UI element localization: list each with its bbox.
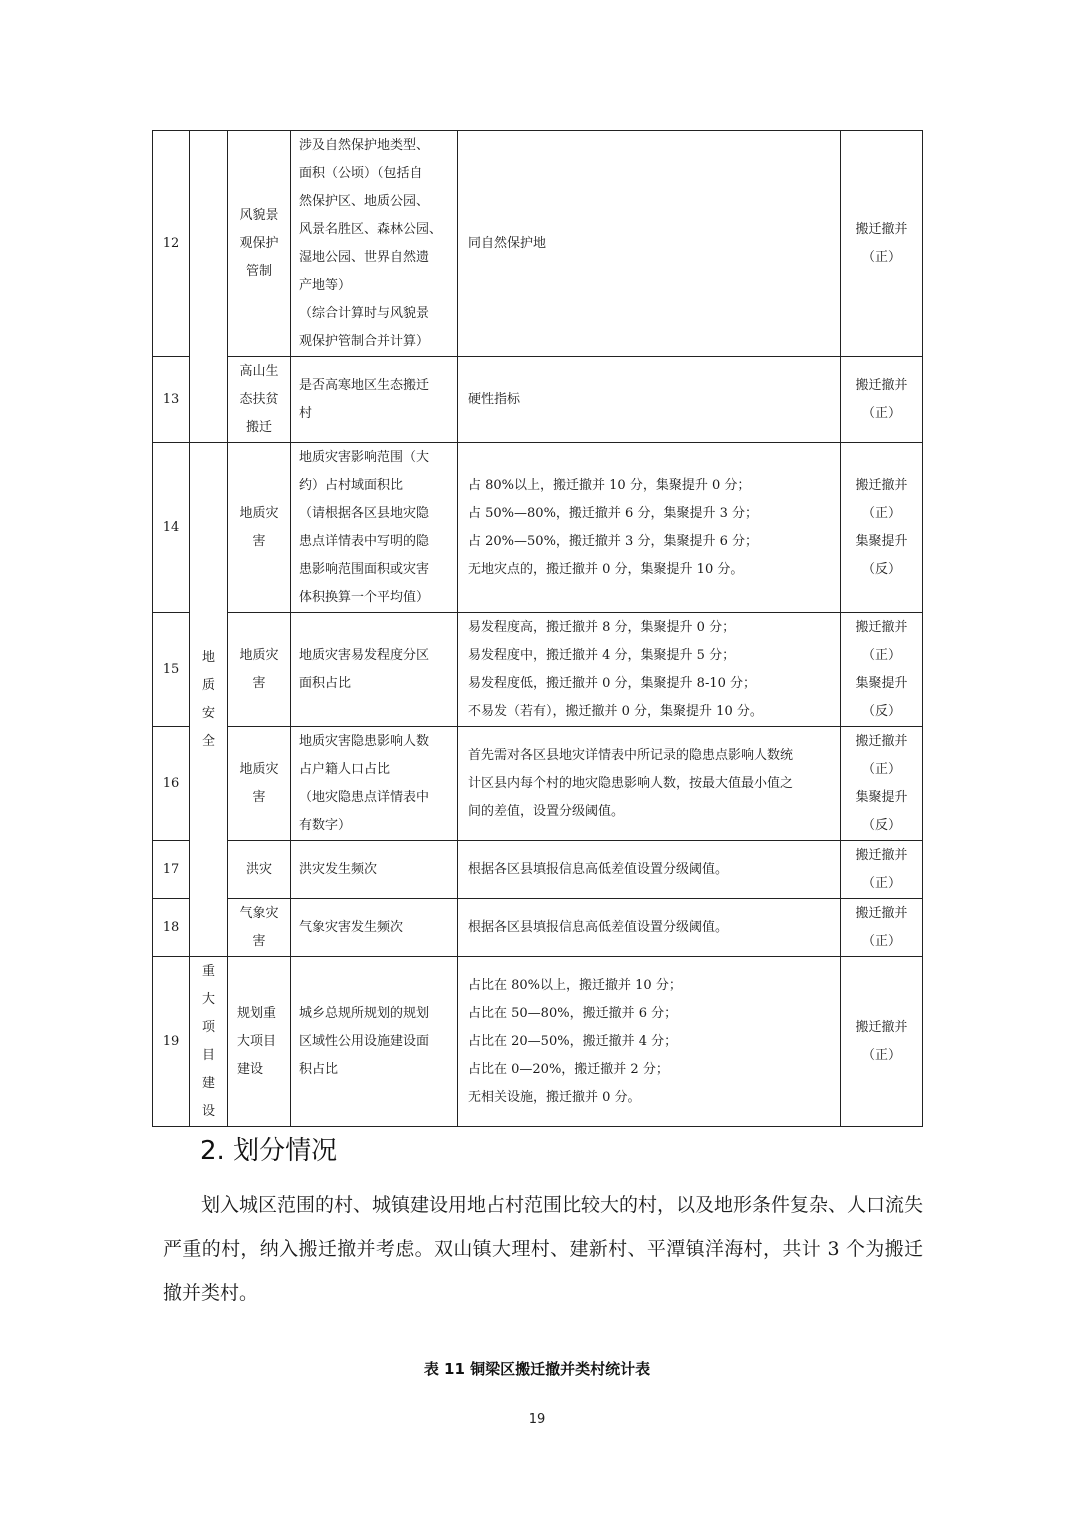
row-number: 19	[153, 957, 190, 1127]
table-row	[153, 899, 923, 957]
description-cell: 气象灾害发生频次	[291, 899, 458, 957]
indicator-cell: 气象灾 害	[228, 899, 291, 957]
indicator-cell: 洪灾	[228, 841, 291, 899]
type-cell: 搬迁撤并 （正）	[841, 957, 923, 1127]
row-number: 12	[153, 131, 190, 357]
rule-cell: 硬性指标	[458, 357, 841, 443]
indicator-cell: 高山生 态扶贫 搬迁	[228, 357, 291, 443]
table-row	[153, 357, 923, 443]
description-cell: 涉及自然保护地类型、 面积（公顷）（包括自 然保护区、地质公园、 风景名胜区、森林公园、 湿地公园、世界自然遗 产地等） （综合计算时与风貌景 观保护管制合并计算）	[291, 131, 458, 357]
table-row	[153, 131, 923, 357]
description-cell: 城乡总规所规划的规划 区域性公用设施建设面 积占比	[291, 957, 458, 1127]
indicator-table	[152, 130, 923, 1127]
indicator-cell: 地质灾 害	[228, 443, 291, 613]
rule-cell: 占比在 80%以上，搬迁撤并 10 分； 占比在 50—80%，搬迁撤并 6 分； 占比在 20—50%，搬迁撤并 4 分； 占比在 0—20%，搬迁撤并 2 分； 无相关设施，搬迁撤并 0 分。	[458, 957, 841, 1127]
type-cell: 搬迁撤并 （正） 集聚提升 （反）	[841, 613, 923, 727]
table-row	[153, 613, 923, 727]
type-cell: 搬迁撤并 （正） 集聚提升 （反）	[841, 443, 923, 613]
row-number: 15	[153, 613, 190, 727]
table-row	[153, 443, 923, 613]
table-row	[153, 727, 923, 841]
indicator-cell: 地质灾 害	[228, 613, 291, 727]
description-cell: 地质灾害隐患影响人数 占户籍人口占比 （地灾隐患点详情表中 有数字）	[291, 727, 458, 841]
category-cell-empty	[190, 131, 228, 443]
rule-cell: 易发程度高，搬迁撤并 8 分，集聚提升 0 分； 易发程度中，搬迁撤并 4 分，集聚提升 5 分； 易发程度低，搬迁撤并 0 分，集聚提升 8-10 分； 不易发（若有），搬迁撤并 0 分，集聚提升 10 分。	[458, 613, 841, 727]
type-cell: 搬迁撤并 （正）	[841, 841, 923, 899]
category-geo-safety: 地 质 安 全	[190, 443, 228, 957]
type-cell: 搬迁撤并 （正）	[841, 357, 923, 443]
rule-cell: 根据各区县填报信息高低差值设置分级阈值。	[458, 841, 841, 899]
category-major-project: 重 大 项 目 建 设	[190, 957, 228, 1127]
description-cell: 洪灾发生频次	[291, 841, 458, 899]
table-row	[153, 841, 923, 899]
type-cell: 搬迁撤并 （正）	[841, 899, 923, 957]
indicator-cell: 规划重 大项目 建设	[228, 957, 291, 1127]
row-number: 17	[153, 841, 190, 899]
rule-cell: 占 80%以上，搬迁撤并 10 分，集聚提升 0 分； 占 50%—80%，搬迁撤并 6 分，集聚提升 3 分； 占 20%—50%，搬迁撤并 3 分，集聚提升 6 分； 无地灾点的，搬迁撤并 0 分，集聚提升 10 分。	[458, 443, 841, 613]
type-cell: 搬迁撤并 （正） 集聚提升 （反）	[841, 727, 923, 841]
body-paragraph: 划入城区范围的村、城镇建设用地占村范围比较大的村，以及地形条件复杂、人口流失严重的村，纳入搬迁撤并考虑。双山镇大理村、建新村、平潭镇洋海村，共计 3 个为搬迁撤并类村。	[163, 1194, 924, 1304]
row-number: 14	[153, 443, 190, 613]
rule-cell: 首先需对各区县地灾详情表中所记录的隐患点影响人数统 计区县内每个村的地灾隐患影响人数，按最大值最小值之 间的差值，设置分级阈值。	[458, 727, 841, 841]
row-number: 18	[153, 899, 190, 957]
table-row	[153, 957, 923, 1127]
page-number: 19	[528, 1412, 546, 1427]
section-heading: 2. 划分情况	[200, 1136, 338, 1166]
description-cell: 地质灾害影响范围（大 约）占村域面积比 （请根据各区县地灾隐 患点详情表中写明的隐 患影响范围面积或灾害 体积换算一个平均值）	[291, 443, 458, 613]
row-number: 16	[153, 727, 190, 841]
type-cell: 搬迁撤并 （正）	[841, 131, 923, 357]
description-cell: 是否高寒地区生态搬迁 村	[291, 357, 458, 443]
description-cell: 地质灾害易发程度分区 面积占比	[291, 613, 458, 727]
rule-cell: 同自然保护地	[458, 131, 841, 357]
rule-cell: 根据各区县填报信息高低差值设置分级阈值。	[458, 899, 841, 957]
table-caption: 表 11 铜梁区搬迁撤并类村统计表	[423, 1360, 651, 1378]
row-number: 13	[153, 357, 190, 443]
indicator-cell: 风貌景 观保护 管制	[228, 131, 291, 357]
indicator-cell: 地质灾 害	[228, 727, 291, 841]
